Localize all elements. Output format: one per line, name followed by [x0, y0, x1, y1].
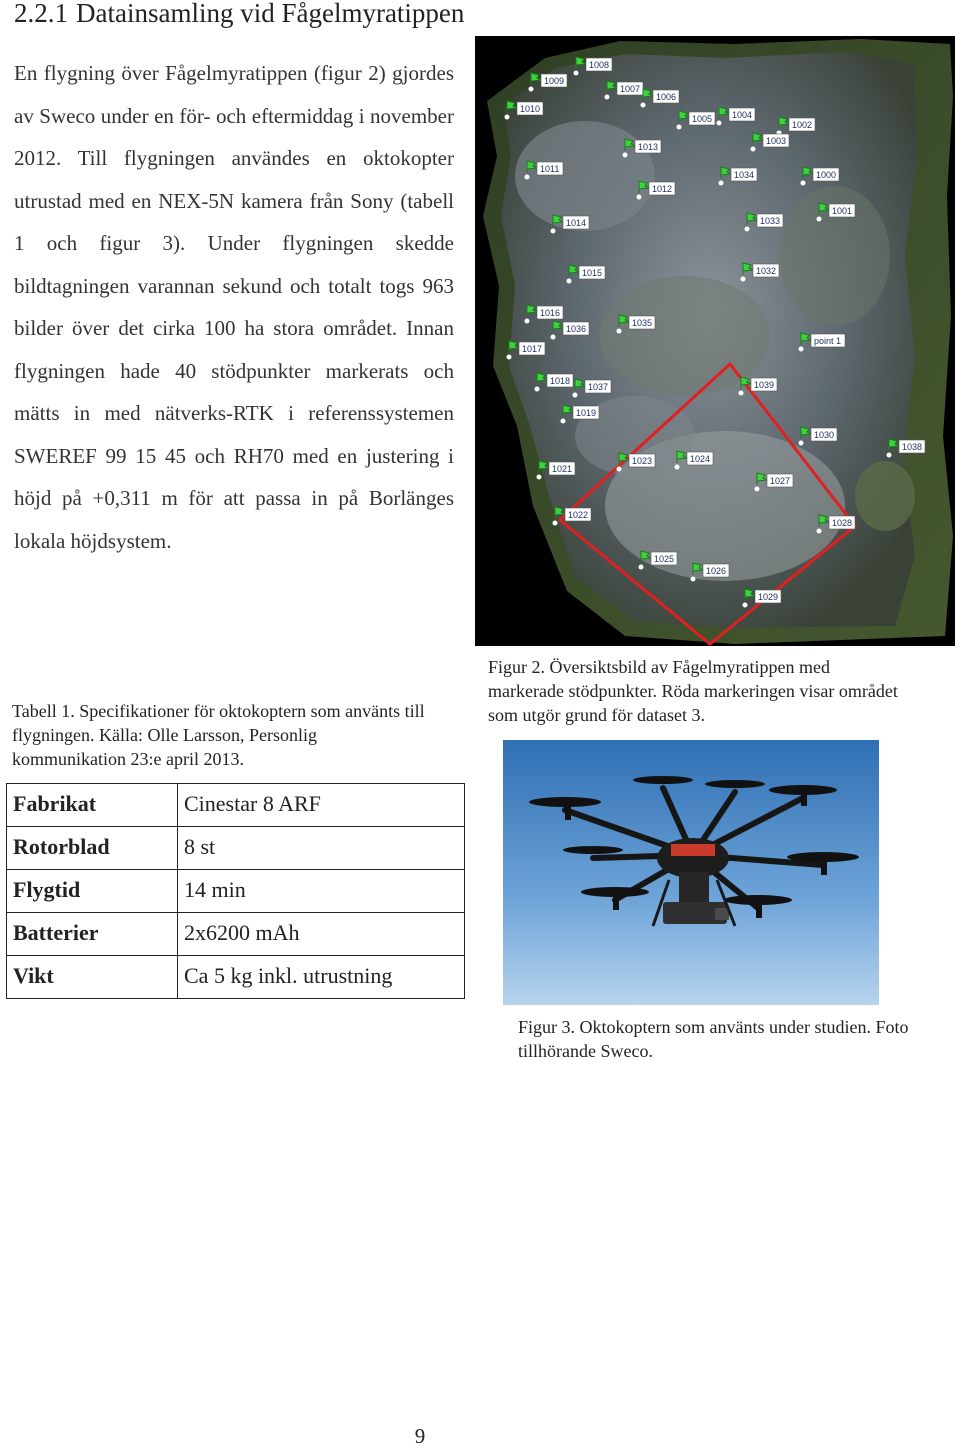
point-dot — [755, 487, 760, 492]
table-value: Cinestar 8 ARF — [178, 784, 465, 827]
point-dot — [675, 465, 680, 470]
point-dot — [745, 227, 750, 232]
body-paragraph: En flygning över Fågelmyratippen (figur 2) gjordes av Sweco under en för- och eftermiddag i november 2012. Till flygningen användes en oktokopter utrustad med en NEX-5N kamera från Sony (tabell 1 och figur 3). Under flygningen skedde bildtagningen varannan sekund och totalt togs 963 bilder över det cirka 100 ha stora området. Innan flygningen hade 40 stödpunkter markerats och mätts in med nätverks-RTK i referenssystemen SWEREF 99 15 45 och RH70 med en justering i höjd på +0,311 m för att passa in på Borlänges lokala höjdsystem. — [14, 61, 454, 553]
point-dot — [553, 521, 558, 526]
point-label: 1014 — [566, 218, 587, 228]
point-label: 1010 — [520, 104, 541, 114]
point-label: 1009 — [544, 76, 565, 86]
figure3-caption: Figur 3. Oktokoptern som använts under studien. Foto tillhörande Sweco. — [518, 1017, 909, 1061]
table-value: 14 min — [178, 870, 465, 913]
table-row — [7, 913, 465, 956]
point-dot — [617, 467, 622, 472]
aerial-overview-map — [475, 36, 955, 646]
section-number: 2.2.1 — [14, 0, 68, 28]
point-dot — [799, 441, 804, 446]
point-dot — [567, 279, 572, 284]
point-label: 1036 — [566, 324, 587, 334]
point-dot — [691, 577, 696, 582]
point-label: 1002 — [792, 120, 813, 130]
figure2-caption: Figur 2. Översiktsbild av Fågelmyratippen med markerade stödpunkter. Röda markeringen visar området som utgör grund för dataset 3. — [488, 657, 898, 725]
point-dot — [505, 115, 510, 120]
point-dot — [817, 217, 822, 222]
point-label: 1035 — [632, 318, 653, 328]
point-label: 1030 — [814, 430, 835, 440]
table-row — [7, 784, 465, 827]
point-dot — [623, 153, 628, 158]
point-dot — [525, 319, 530, 324]
point-label: 1025 — [654, 554, 675, 564]
point-dot — [887, 453, 892, 458]
point-label: 1037 — [588, 382, 609, 392]
body-text — [14, 52, 454, 562]
point-label: 1021 — [552, 464, 573, 474]
point-dot — [574, 71, 579, 76]
point-label: point 1 — [814, 336, 842, 346]
point-dot — [573, 393, 578, 398]
table-value: 2x6200 mAh — [178, 913, 465, 956]
point-dot — [743, 603, 748, 608]
point-dot — [617, 329, 622, 334]
point-dot — [639, 565, 644, 570]
point-label: 1003 — [766, 136, 787, 146]
point-label: 1011 — [540, 164, 560, 174]
table-row — [7, 870, 465, 913]
point-label: 1019 — [576, 408, 597, 418]
point-dot — [677, 125, 682, 130]
table-key: Rotorblad — [7, 827, 178, 870]
point-dot — [739, 391, 744, 396]
point-label: 1032 — [756, 266, 777, 276]
point-label: 1033 — [760, 216, 781, 226]
point-label: 1006 — [656, 92, 677, 102]
point-label: 1017 — [522, 344, 543, 354]
point-dot — [525, 175, 530, 180]
point-dot — [817, 529, 822, 534]
table-value: Ca 5 kg inkl. utrustning — [178, 956, 465, 999]
point-label: 1008 — [589, 60, 610, 70]
point-dot — [637, 195, 642, 200]
table-key: Fabrikat — [7, 784, 178, 827]
point-label: 1013 — [638, 142, 659, 152]
point-dot — [551, 335, 556, 340]
point-label: 1038 — [902, 442, 923, 452]
point-dot — [605, 95, 610, 100]
point-label: 1001 — [832, 206, 853, 216]
point-dot — [719, 181, 724, 186]
aerial-overview-image — [475, 36, 955, 646]
table-key: Batterier — [7, 913, 178, 956]
point-dot — [507, 355, 512, 360]
point-dot — [717, 121, 722, 126]
point-label: 1023 — [632, 456, 653, 466]
specification-table — [6, 783, 465, 999]
section-title: Datainsamling vid Fågelmyratippen — [76, 0, 465, 28]
table-row — [7, 827, 465, 870]
point-label: 1007 — [620, 84, 641, 94]
point-label: 1022 — [568, 510, 589, 520]
point-label: 1015 — [582, 268, 603, 278]
point-label: 1039 — [754, 380, 775, 390]
point-label: 1024 — [690, 454, 711, 464]
point-label: 1029 — [758, 592, 779, 602]
point-label: 1004 — [732, 110, 753, 120]
point-dot — [741, 277, 746, 282]
point-dot — [801, 181, 806, 186]
point-dot — [641, 103, 646, 108]
point-label: 1012 — [652, 184, 673, 194]
point-label: 1005 — [692, 114, 713, 124]
point-dot — [535, 387, 540, 392]
point-dot — [529, 87, 534, 92]
point-dot — [561, 419, 566, 424]
octocopter-illustration — [503, 740, 879, 1005]
point-label: 1018 — [550, 376, 571, 386]
point-label: 1000 — [816, 170, 837, 180]
point-dot — [799, 347, 804, 352]
table-key: Flygtid — [7, 870, 178, 913]
table-row — [7, 956, 465, 999]
point-dot — [751, 147, 756, 152]
point-label: 1028 — [832, 518, 853, 528]
table1-caption: Tabell 1. Specifikationer för oktokoptern som använts till flygningen. Källa: Olle Larsson, Personlig kommunikation 23:e april 2013. — [12, 701, 425, 769]
point-label: 1027 — [770, 476, 791, 486]
table-key: Vikt — [7, 956, 178, 999]
point-dot — [551, 229, 556, 234]
section-heading — [14, 0, 464, 30]
page-number: 9 — [414, 1424, 426, 1448]
point-label: 1016 — [540, 308, 561, 318]
point-dot — [537, 475, 542, 480]
point-label: 1034 — [734, 170, 755, 180]
table-value: 8 st — [178, 827, 465, 870]
point-label: 1026 — [706, 566, 727, 576]
octocopter-photo — [503, 740, 879, 1005]
